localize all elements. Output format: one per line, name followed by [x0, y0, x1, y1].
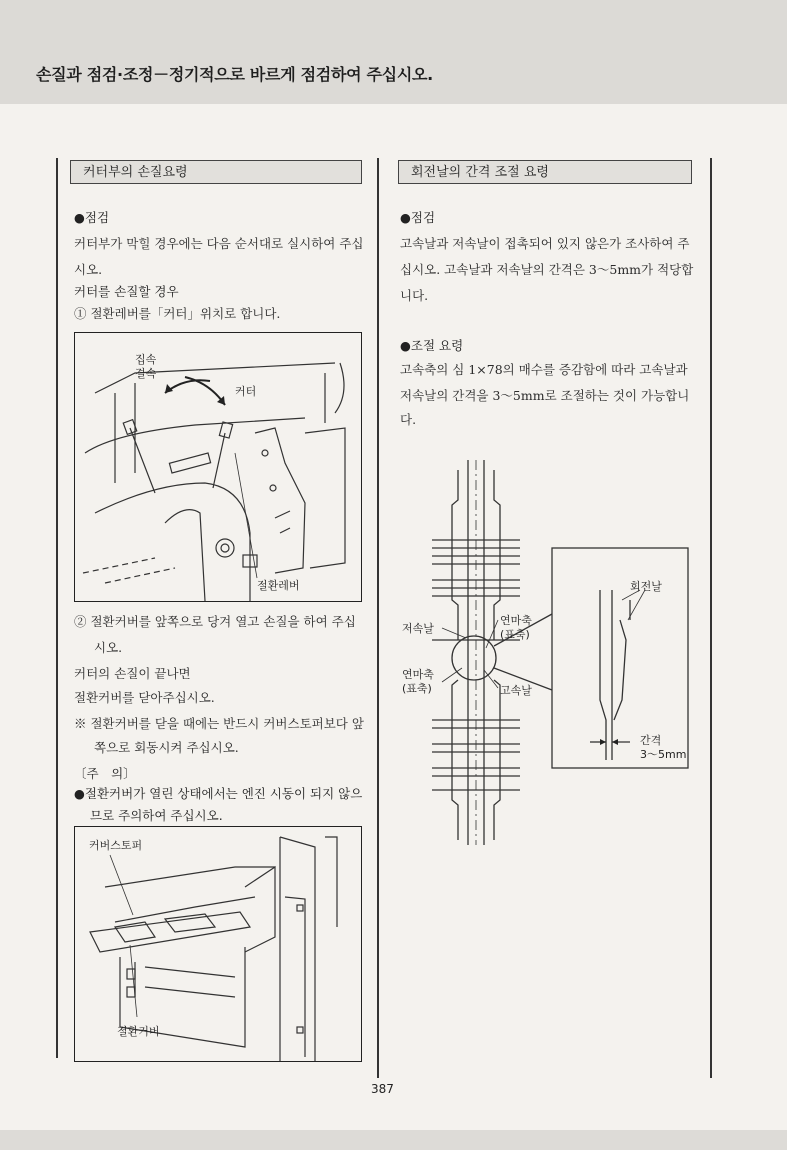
right-para2-line3: 다.	[400, 412, 417, 427]
switch-cover-figure	[74, 826, 362, 1062]
footer-band	[0, 1130, 787, 1150]
left-note-line1: ※ 절환커버를 닫을 때에는 반드시 커버스토퍼보다 앞	[74, 716, 364, 731]
left-caution-heading: 〔주 의〕	[74, 766, 136, 781]
fig3-label-lapping-axis: 연마축	[500, 614, 532, 627]
left-caution-line2: 므로 주의하여 주십시오.	[90, 808, 223, 823]
left-para1-line1: 커터부가 막힐 경우에는 다음 순서대로 실시하여 주십	[74, 236, 364, 251]
fig3-label-lapping-axis-sub: (표축)	[500, 628, 530, 641]
fig3-label-low-speed-blade: 저속날	[402, 622, 434, 635]
fig1-label-switch-lever: 절환레버	[257, 579, 300, 592]
fig3-label-high-speed-blade: 고속날	[500, 684, 532, 697]
left-step2-line2: 시오.	[94, 640, 123, 655]
page-title: 손질과 점검·조정－정기적으로 바르게 점검하여 주십시오.	[36, 65, 433, 84]
fig3-label-lapping-axis2: 연마축	[402, 668, 434, 681]
fig1-label-collect-top: 집속	[135, 353, 157, 366]
left-step1: ① 절환레버를「커터」위치로 합니다.	[74, 306, 281, 321]
left-after-line2: 절환커버를 닫아주십시오.	[74, 690, 215, 705]
fig3-label-rotary-blade: 회전날	[630, 580, 662, 593]
right-para1-line3: 니다.	[400, 288, 429, 303]
fig1-label-cutter: 커터	[235, 385, 257, 398]
right-para2-line2: 저속날의 간격을 3～5mm로 조절하는 것이 가능합니	[400, 388, 690, 403]
fig2-label-switch-cover: 절환커버	[117, 1025, 160, 1038]
header-band	[0, 0, 787, 104]
right-para2-line1: 고속축의 심 1×78의 매수를 증감함에 따라 고속날과	[400, 362, 688, 377]
right-para1-line1: 고속날과 저속날이 접촉되어 있지 않은가 조사하여 주	[400, 236, 690, 251]
left-sub-heading: 커터를 손질할 경우	[74, 284, 179, 299]
left-caution-line1: ●절환커버가 열린 상태에서는 엔진 시동이 되지 않으	[74, 786, 363, 801]
left-section-title: 커터부의 손질요령	[70, 160, 362, 184]
right-column-rule	[710, 158, 712, 1078]
fig3-label-gap-value: 3～5mm	[640, 748, 687, 761]
right-adjust-heading: ●조절 요령	[400, 338, 464, 353]
fig3-label-gap: 간격	[640, 734, 662, 747]
page-number: 387	[371, 1082, 394, 1096]
right-section-title: 회전날의 간격 조절 요령	[398, 160, 692, 184]
right-check-heading: ●점검	[400, 210, 436, 225]
left-step2-line1: ② 절환커버를 앞쪽으로 당겨 열고 손질을 하여 주십	[74, 614, 356, 629]
fig2-label-cover-stopper: 커버스토퍼	[89, 839, 143, 852]
left-column-rule	[56, 158, 58, 1058]
center-column-rule	[377, 158, 379, 1078]
left-check-heading: ●점검	[74, 210, 110, 225]
left-after-line1: 커터의 손질이 끝나면	[74, 666, 191, 681]
right-para1-line2: 십시오. 고속날과 저속날의 간격은 3～5mm가 적당합	[400, 262, 694, 277]
left-note-line2: 쪽으로 회동시켜 주십시오.	[94, 740, 239, 755]
cutter-lever-illustration	[75, 333, 361, 601]
left-para1-line2: 시오.	[74, 262, 103, 277]
fig3-label-lapping-axis2-sub: (표축)	[402, 682, 432, 695]
fig1-label-collect-bottom: 결속	[135, 367, 157, 380]
cutter-lever-figure	[74, 332, 362, 602]
